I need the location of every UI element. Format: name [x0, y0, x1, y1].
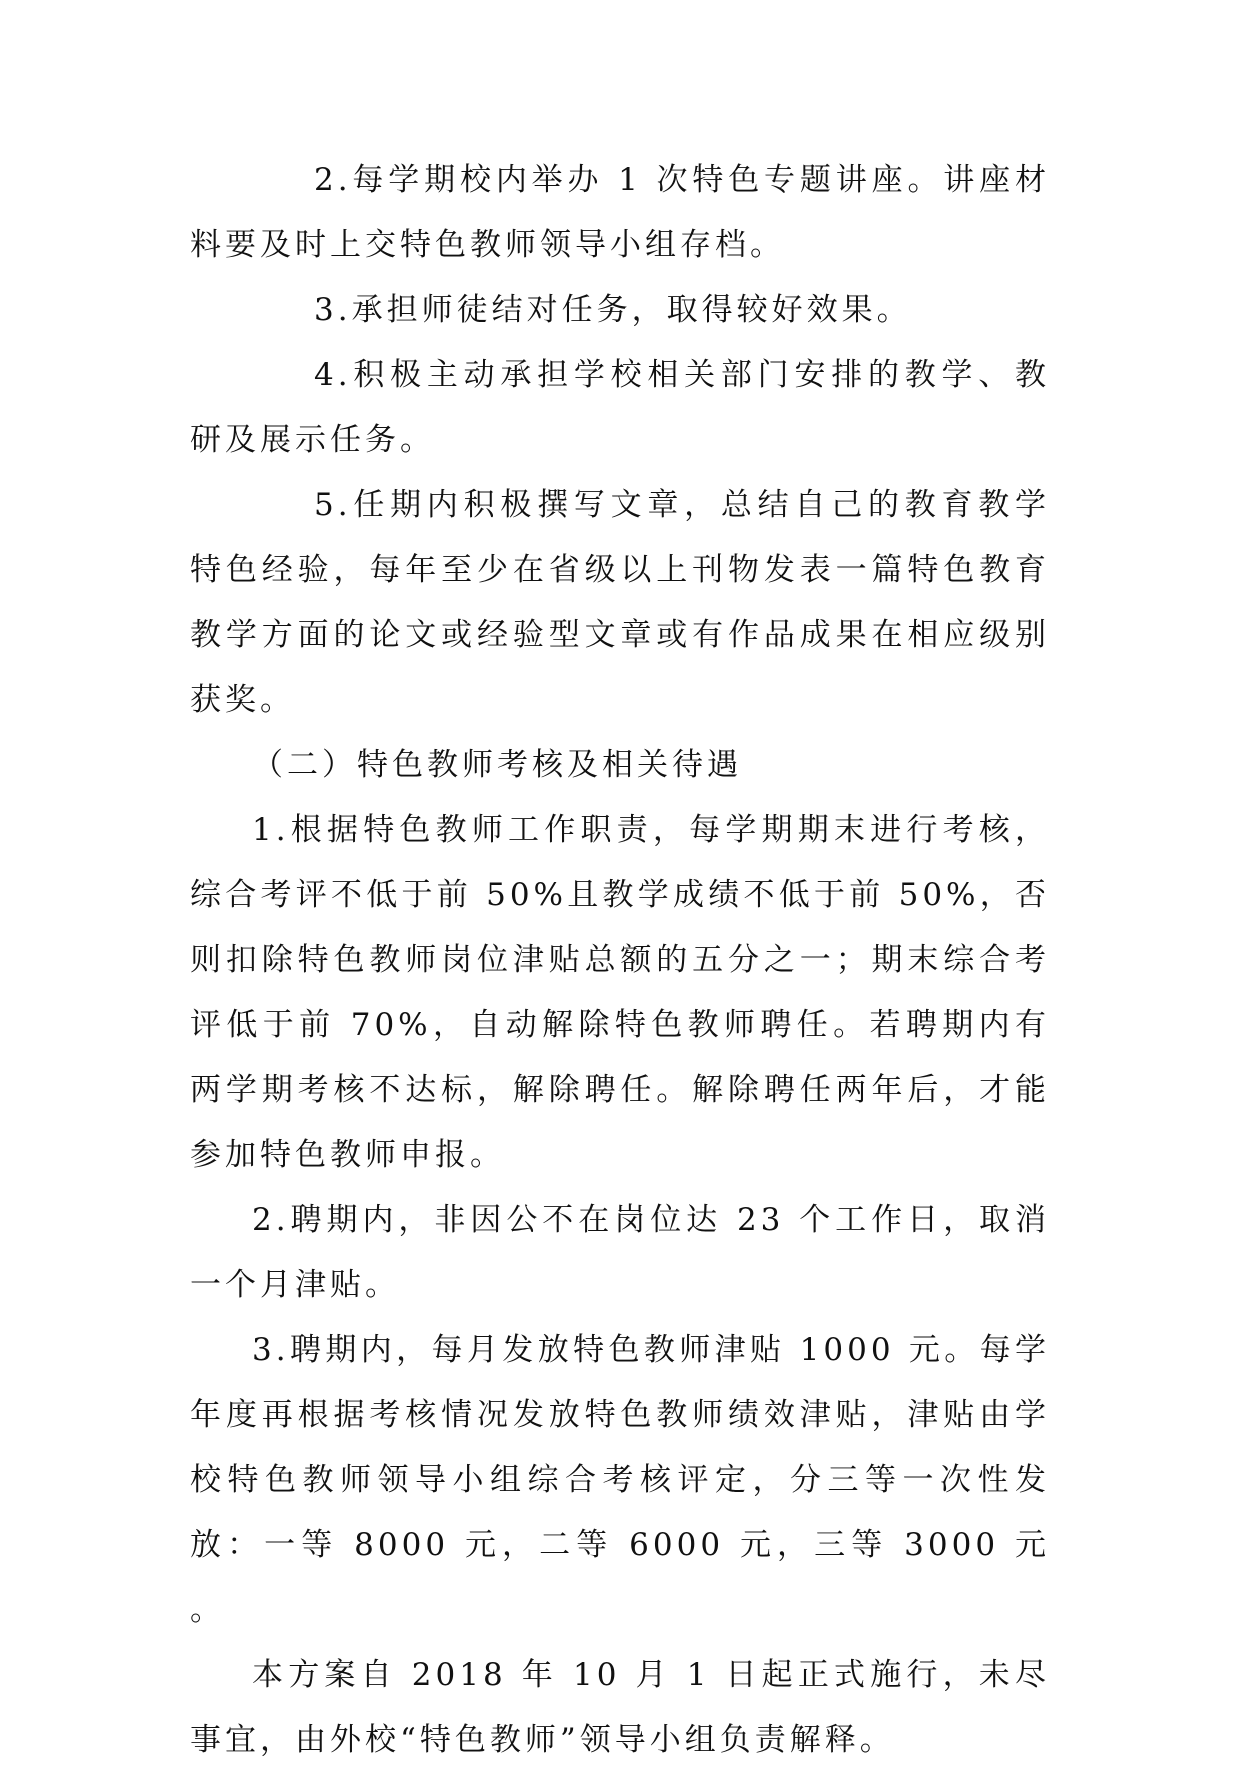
- duty-item-3: [190, 278, 1050, 343]
- duty-item-4: [190, 343, 1050, 473]
- duty-item-2-text: 每学期校内举办 1 次特色专题讲座。讲座材料要及时上交特色教师领导小组存档。: [190, 162, 1050, 263]
- duty-item-3-text: 承担师徒结对任务，取得较好效果。: [351, 292, 912, 328]
- duty-item-5-number: 5.: [314, 487, 352, 523]
- rule-item-3: 3.聘期内，每月发放特色教师津贴 1000 元。每学年度再根据考核情况发放特色教师绩效津贴，津贴由学校特色教师领导小组综合考核评定，分三等一次性发放：一等 8000 元，二等 6000 元，三等 3000 元 。: [190, 1332, 1050, 1628]
- duty-item-2: [190, 148, 1050, 278]
- duty-item-3-number: 3.: [314, 292, 352, 328]
- section-heading: （二）特色教师考核及相关待遇: [252, 747, 742, 783]
- rule-item-1: 1.根据特色教师工作职责，每学期期末进行考核，综合考评不低于前 50%且教学成绩不低于前 50%，否则扣除特色教师岗位津贴总额的五分之一；期末综合考评低于前 70%，自动解除特色教师聘任。若聘期内有两学期考核不达标，解除聘任。解除聘任两年后，才能参加特色教师申报。: [190, 812, 1050, 1173]
- rule-item-2: 2.聘期内，非因公不在岗位达 23 个工作日，取消一个月津贴。: [190, 1202, 1050, 1303]
- duty-item-4-number: 4.: [314, 357, 352, 393]
- duty-item-2-number: 2.: [314, 162, 352, 198]
- closing-paragraph: 本方案自 2018 年 10 月 1 日起正式施行，未尽事宜，由外校“特色教师”领导小组负责解释。: [190, 1657, 1050, 1758]
- duty-item-5: [190, 473, 1050, 733]
- duty-item-5-text: 任期内积极撰写文章，总结自己的教育教学特色经验，每年至少在省级以上刊物发表一篇特色教育教学方面的论文或经验型文章或有作品成果在相应级别获奖。: [190, 487, 1050, 718]
- document-body: [190, 148, 1050, 1773]
- duty-item-4-text: 积极主动承担学校相关部门安排的教学、教研及展示任务。: [190, 357, 1050, 458]
